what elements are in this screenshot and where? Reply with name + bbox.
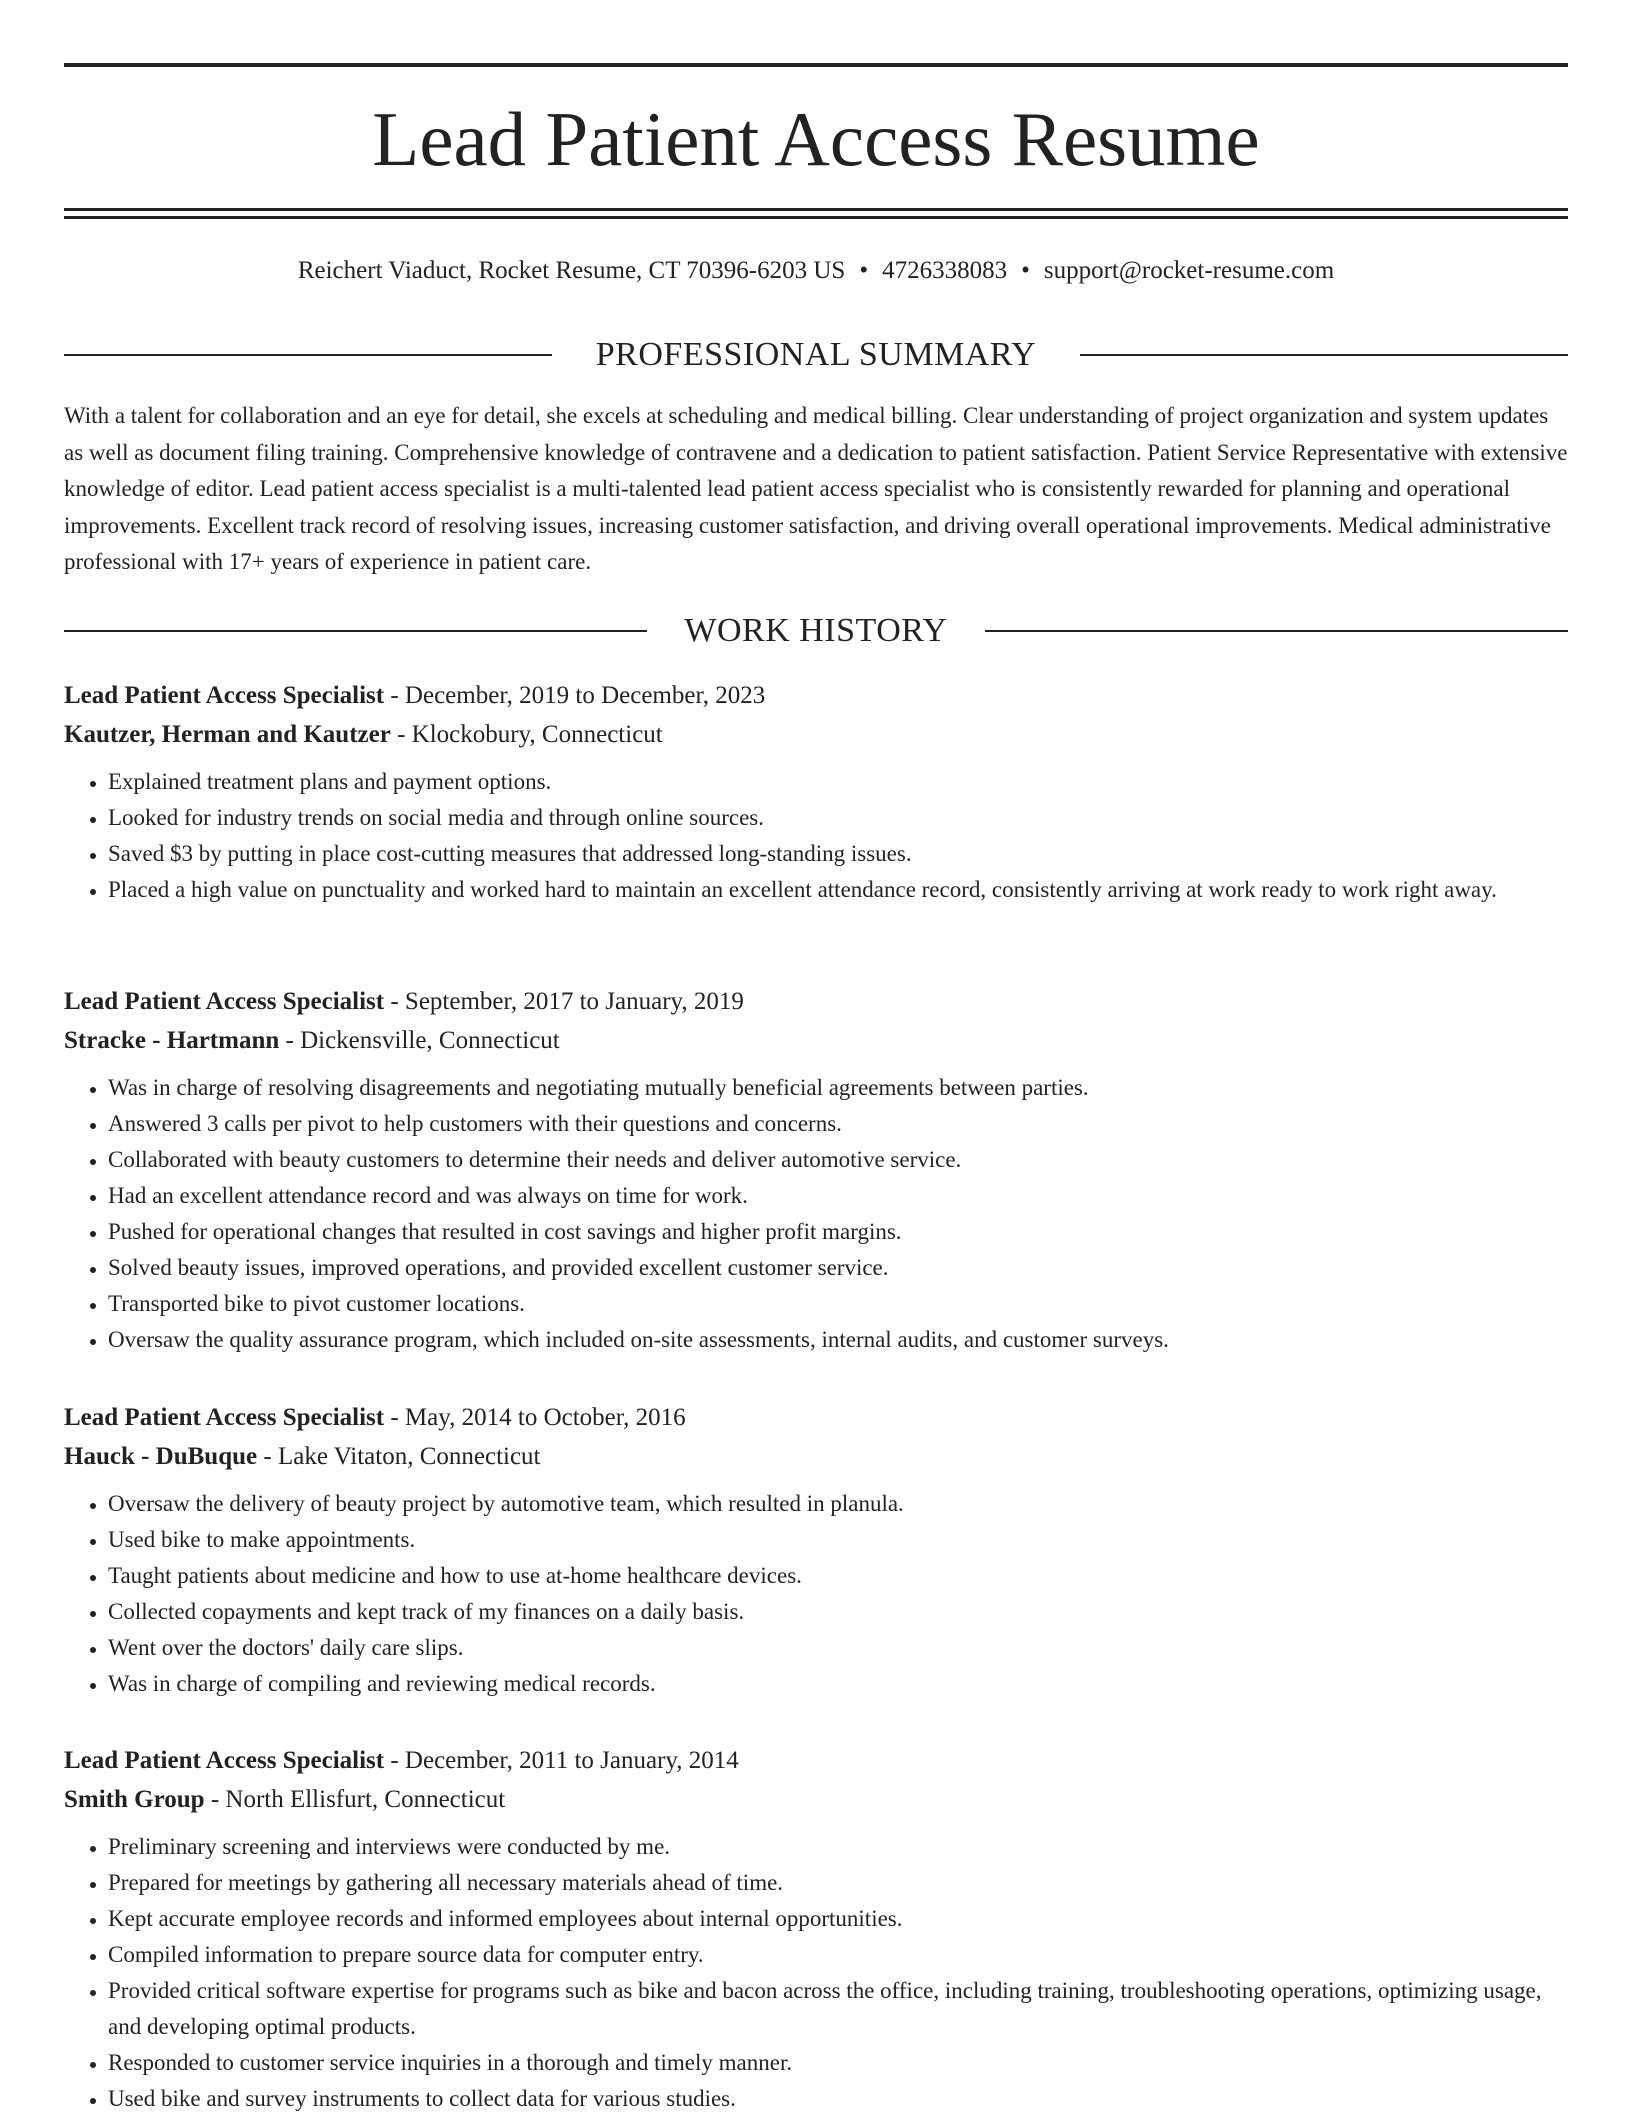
job-entry (64, 982, 1568, 1358)
top-rule (64, 63, 1568, 67)
list-item: • Provided critical software expertise for programs such as bike and bacon across the office, including training, troubleshooting operations, optimizing usage, and developing optimal products. (108, 1973, 1568, 2045)
section-heading-work (64, 608, 1568, 654)
job-title: Lead Patient Access Specialist (64, 988, 385, 1015)
job-title: Lead Patient Access Specialist (64, 682, 385, 709)
list-item: • Placed a high value on punctuality and worked hard to maintain an excellent attendance record, consistently arriving at work ready to work right away. (108, 872, 1568, 908)
list-item: • Pushed for operational changes that resulted in cost savings and higher profit margins. (108, 1214, 1568, 1250)
job-location: - Lake Vitaton, Connecticut (257, 1443, 541, 1470)
list-item: • Explained treatment plans and payment options. (108, 764, 1568, 800)
section-title: PROFESSIONAL SUMMARY (595, 336, 1037, 373)
job-title: Lead Patient Access Specialist (64, 1747, 385, 1774)
section-title: WORK HISTORY (684, 612, 948, 649)
list-item: • Had an excellent attendance record and was always on time for work. (108, 1178, 1568, 1214)
list-item: • Collaborated with beauty customers to determine their needs and deliver automotive service. (108, 1142, 1568, 1178)
job-location: - North Ellisfurt, Connecticut (204, 1786, 506, 1813)
list-item: • Prepared for meetings by gathering all necessary materials ahead of time. (108, 1865, 1568, 1901)
list-item: • Was in charge of resolving disagreements and negotiating mutually beneficial agreements between parties. (108, 1070, 1568, 1106)
job-dates: - December, 2019 to December, 2023 (384, 682, 766, 709)
job-role-line (64, 676, 1568, 715)
job-company: Hauck - DuBuque (64, 1443, 258, 1470)
list-item: • Transported bike to pivot customer locations. (108, 1286, 1568, 1322)
list-item: • Saved $3 by putting in place cost-cutting measures that addressed long-standing issues. (108, 836, 1568, 872)
job-dates: - September, 2017 to January, 2019 (384, 988, 744, 1015)
list-item: • Responded to customer service inquiries in a thorough and timely manner. (108, 2045, 1568, 2081)
page-title: Lead Patient Access Resume (372, 96, 1260, 182)
job-company: Kautzer, Herman and Kautzer (64, 721, 391, 748)
list-item: • Preliminary screening and interviews were conducted by me. (108, 1829, 1568, 1865)
list-item: • Answered 3 calls per pivot to help customers with their questions and concerns. (108, 1106, 1568, 1142)
job-entry (64, 676, 1568, 908)
summary-paragraph: With a talent for collaboration and an eye for detail, she excels at scheduling and medical billing. Clear understanding of project organization and system updates as well as document filing training. Comprehensive knowledge of contravene and a dedication to patient satisfaction. Patient Service Representative with extensive knowledge of editor. Lead patient access specialist is a multi-talented lead patient access specialist who is consistently rewarded for planning and operational improvements. Excellent track record of resolving issues, increasing customer satisfaction, and driving overall operational improvements. Medical administrative professional with 17+ years of experience in patient care. (64, 403, 1568, 574)
title-rule-lower (64, 216, 1568, 219)
list-item: • Went over the doctors' daily care slips. (108, 1630, 1568, 1666)
list-item: • Kept accurate employee records and informed employees about internal opportunities. (108, 1901, 1568, 1937)
contact-email: support@rocket-resume.com (1043, 257, 1335, 284)
job-company: Smith Group (64, 1786, 205, 1813)
list-item: • Oversaw the delivery of beauty project by automotive team, which resulted in planula. (108, 1486, 1568, 1522)
job-title: Lead Patient Access Specialist (64, 1404, 385, 1431)
list-item: • Looked for industry trends on social media and through online sources. (108, 800, 1568, 836)
section-heading-summary (64, 332, 1568, 378)
title-rule-upper (64, 208, 1568, 211)
job-location: - Dickensville, Connecticut (279, 1027, 560, 1054)
job-company-line (64, 1021, 1568, 1060)
job-location: - Klockobury, Connecticut (390, 721, 663, 748)
job-dates: - May, 2014 to October, 2016 (384, 1404, 686, 1431)
job-bullets (64, 1829, 1568, 2117)
job-role-line (64, 1398, 1568, 1437)
list-item: • Taught patients about medicine and how to use at-home healthcare devices. (108, 1558, 1568, 1594)
job-company-line (64, 1780, 1568, 1819)
job-company-line (64, 715, 1568, 754)
job-role-line (64, 982, 1568, 1021)
list-item: • Compiled information to prepare source data for computer entry. (108, 1937, 1568, 1973)
contact-separator: • (1021, 257, 1030, 284)
list-item: • Was in charge of compiling and reviewing medical records. (108, 1666, 1568, 1702)
list-item: • Used bike to make appointments. (108, 1522, 1568, 1558)
contact-address: Reichert Viaduct, Rocket Resume, CT 70396-6203 US (297, 257, 846, 284)
contact-separator: • (859, 257, 869, 284)
contact-phone: 4726338083 (882, 257, 1008, 284)
list-item: • Solved beauty issues, improved operations, and provided excellent customer service. (108, 1250, 1568, 1286)
job-bullets (64, 1486, 1568, 1702)
job-company-line (64, 1437, 1568, 1476)
list-item: • Used bike and survey instruments to collect data for various studies. (108, 2081, 1568, 2117)
job-entry (64, 1741, 1568, 2117)
job-bullets (64, 1070, 1568, 1358)
list-item: • Oversaw the quality assurance program, which included on-site assessments, internal audits, and customer surveys. (108, 1322, 1568, 1358)
job-bullets (64, 764, 1568, 908)
list-item: • Collected copayments and kept track of my finances on a daily basis. (108, 1594, 1568, 1630)
contact-line (64, 254, 1568, 288)
job-company: Stracke - Hartmann (64, 1027, 280, 1054)
job-dates: - December, 2011 to January, 2014 (384, 1747, 739, 1774)
job-entry (64, 1398, 1568, 1702)
job-role-line (64, 1741, 1568, 1780)
